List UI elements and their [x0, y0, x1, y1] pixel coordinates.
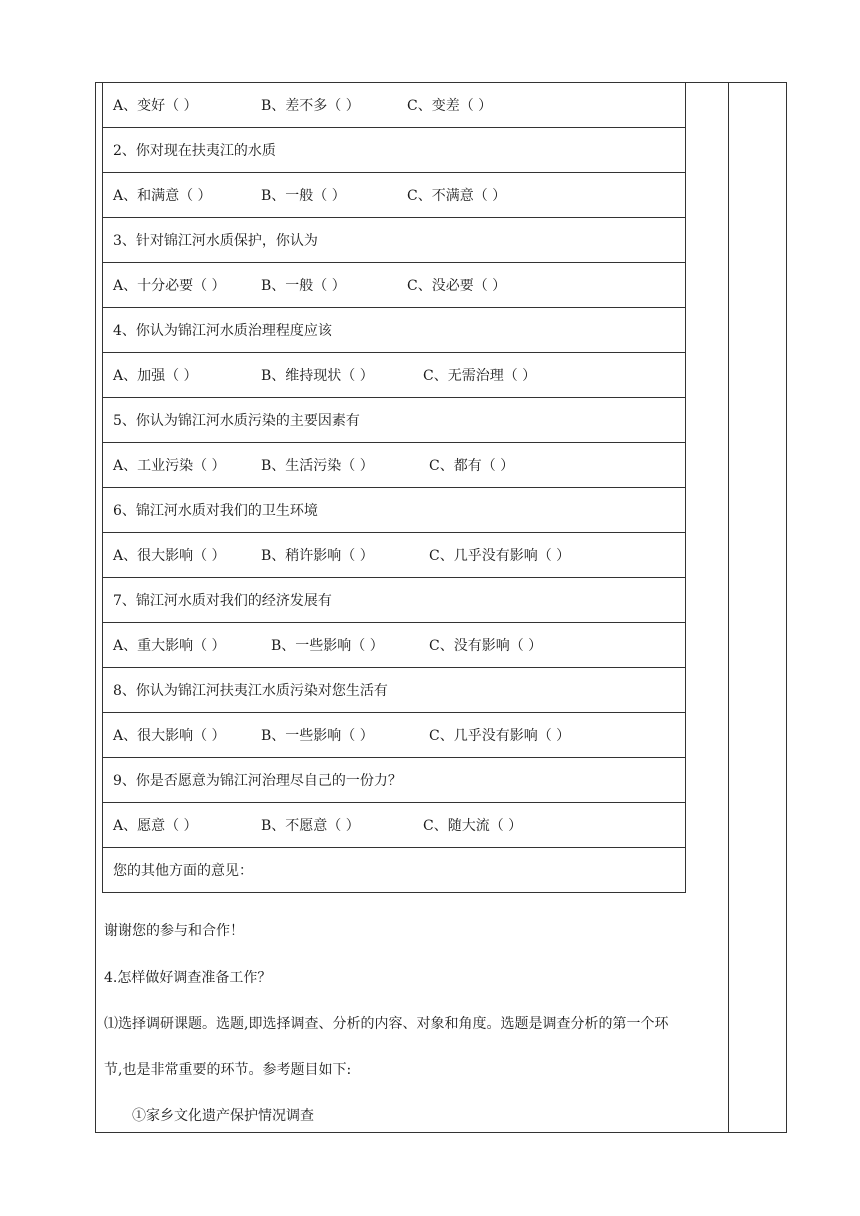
table-row: [103, 758, 686, 803]
table-row: [103, 173, 686, 218]
table-row: [103, 578, 686, 623]
answer-option: B、差不多（ ）: [261, 98, 360, 114]
table-row: [103, 398, 686, 443]
answer-option: C、无需治理（ ）: [423, 368, 537, 384]
question-text: 7、锦江河水质对我们的经济发展有: [113, 593, 332, 609]
answer-option: A、工业污染（ ）: [113, 458, 226, 474]
question-cell: [103, 218, 686, 263]
table-row: [103, 713, 686, 758]
table-row: [103, 443, 686, 488]
question-cell: [103, 668, 686, 713]
question-text: 2、你对现在扶夷江的水质: [113, 143, 276, 159]
question-cell: [103, 848, 686, 893]
answer-option: A、和满意（ ）: [113, 188, 212, 204]
answer-option: C、随大流（ ）: [423, 818, 523, 834]
table-row: [103, 848, 686, 893]
answer-option: C、变差（ ）: [407, 98, 493, 114]
question-cell: [103, 398, 686, 443]
thanks-text: 谢谢您的参与和合作！: [104, 923, 244, 939]
question-cell: [103, 128, 686, 173]
answer-option: B、一般（ ）: [261, 188, 346, 204]
question-text: 6、锦江河水质对我们的卫生环境: [113, 503, 318, 519]
paragraph-line: ⑴选择调研课题。选题,即选择调查、分析的内容、对象和角度。选题是调查分析的第一个环: [104, 1016, 669, 1032]
answer-option: C、几乎没有影响（ ）: [429, 728, 571, 744]
table-row: [103, 308, 686, 353]
answer-option: A、加强（ ）: [113, 368, 198, 384]
answer-option: A、变好（ ）: [113, 98, 198, 114]
options-cell: [103, 803, 686, 848]
answer-option: C、不满意（ ）: [407, 188, 507, 204]
answer-option: B、稍许影响（ ）: [261, 548, 374, 564]
topic-item: ①家乡文化遗产保护情况调查: [132, 1108, 314, 1124]
table-row: [103, 128, 686, 173]
question-text: 5、你认为锦江河水质污染的主要因素有: [113, 413, 360, 429]
section-heading: 4.怎样做好调查准备工作？: [104, 970, 272, 986]
options-cell: [103, 443, 686, 488]
table-row: [103, 353, 686, 398]
answer-option: A、重大影响（ ）: [113, 638, 226, 654]
table-row: [103, 803, 686, 848]
question-text: 9、你是否愿意为锦江河治理尽自己的一份力？: [113, 773, 402, 789]
table-row: [103, 533, 686, 578]
table-row: [103, 668, 686, 713]
answer-option: B、一些影响（ ）: [271, 638, 384, 654]
options-cell: [103, 353, 686, 398]
question-cell: [103, 308, 686, 353]
answer-option: C、没必要（ ）: [407, 278, 507, 294]
answer-option: B、生活污染（ ）: [261, 458, 374, 474]
question-text: 4、你认为锦江河水质治理程度应该: [113, 323, 332, 339]
answer-option: B、一般（ ）: [261, 278, 346, 294]
answer-option: C、几乎没有影响（ ）: [429, 548, 571, 564]
options-cell: [103, 623, 686, 668]
answer-option: A、很大影响（ ）: [113, 728, 226, 744]
answer-option: A、愿意（ ）: [113, 818, 198, 834]
table-row: [103, 263, 686, 308]
options-cell: [103, 263, 686, 308]
question-text: 3、针对锦江河水质保护，你认为: [113, 233, 318, 249]
options-cell: [103, 83, 686, 128]
survey-table: [102, 82, 686, 893]
question-cell: [103, 758, 686, 803]
question-cell: [103, 578, 686, 623]
paragraph-line: 节,也是非常重要的环节。参考题目如下:: [104, 1062, 352, 1078]
options-cell: [103, 173, 686, 218]
answer-option: C、都有（ ）: [429, 458, 515, 474]
table-row: [103, 218, 686, 263]
right-column-divider: [728, 82, 729, 1133]
answer-option: B、不愿意（ ）: [261, 818, 360, 834]
table-row: [103, 83, 686, 128]
table-row: [103, 623, 686, 668]
options-cell: [103, 533, 686, 578]
table-row: [103, 488, 686, 533]
options-cell: [103, 713, 686, 758]
question-cell: [103, 488, 686, 533]
answer-option: B、维持现状（ ）: [261, 368, 374, 384]
question-text: 您的其他方面的意见：: [113, 863, 253, 879]
answer-option: B、一些影响（ ）: [261, 728, 374, 744]
answer-option: A、十分必要（ ）: [113, 278, 226, 294]
question-text: 8、你认为锦江河扶夷江水质污染对您生活有: [113, 683, 388, 699]
answer-option: C、没有影响（ ）: [429, 638, 543, 654]
answer-option: A、很大影响（ ）: [113, 548, 226, 564]
